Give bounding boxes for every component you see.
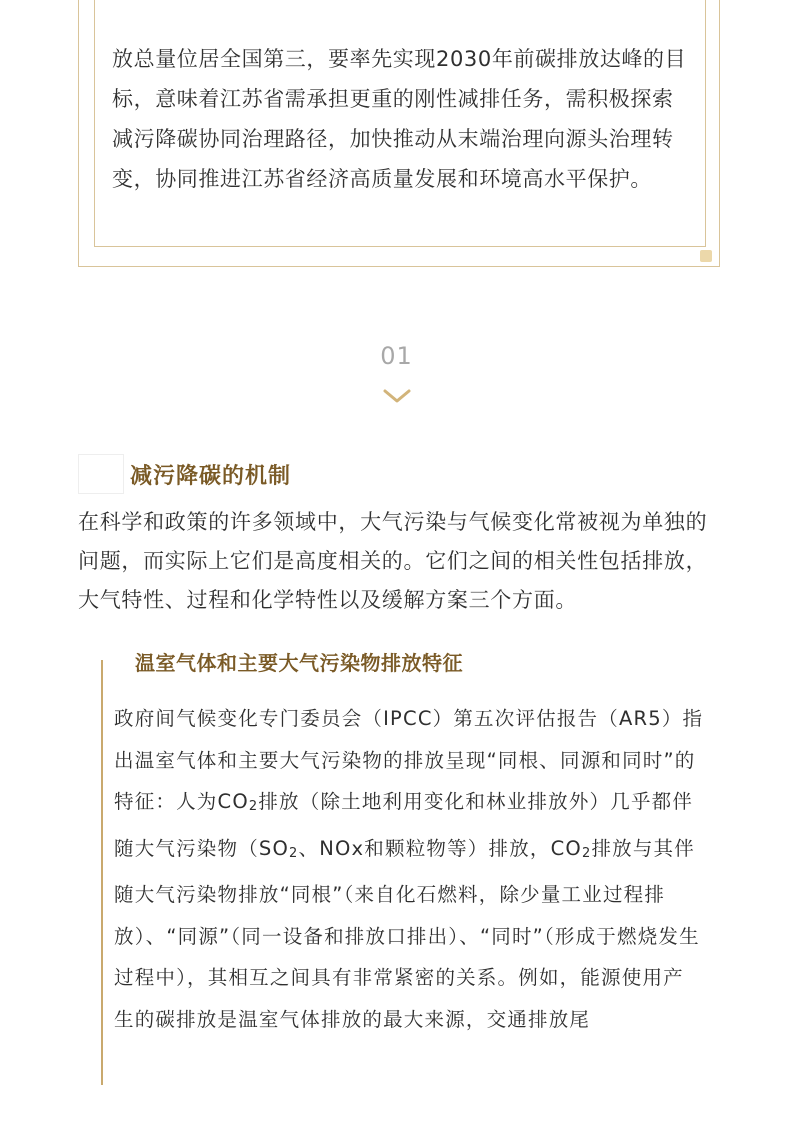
heading-marker-box <box>78 454 124 494</box>
subscript: 2 <box>289 845 299 861</box>
chevron-down-icon <box>383 388 411 404</box>
frame-corner-ornament <box>700 250 712 262</box>
paragraph-part: 政府间气候变化专门委员会（IPCC）第五次评估报告（AR5）指出温室气体和主要大气污染物的排放呈现“同根、同源和同时”的特征：人为CO <box>114 707 704 813</box>
subsection-bar <box>101 660 103 1085</box>
paragraph-part: 、NOx和颗粒物等）排放，CO <box>298 836 582 860</box>
section-number: 01 <box>380 342 413 370</box>
subsection-title: 温室气体和主要大气污染物排放特征 <box>135 651 463 675</box>
framed-box-text: 放总量位居全国第三，要率先实现2030年前碳排放达峰的目标，意味着江苏省需承担更重的刚性减排任务，需积极探索减污降碳协同治理路径，加快推动从末端治理向源头治理转变，协同推进江苏省经济高质量发展和环境高水平保护。 <box>112 47 687 191</box>
paragraph-part: 排放与其伴随大气污染物排放“同根”（来自化石燃料，除少量工业过程排放）、“同源”（同一设备和排放口排出）、“同时”（形成于燃烧发生过程中），其相互之间具有非常紧密的关系。例如，能源使用产生的碳排放是温室气体排放的最大来源，交通排放尾 <box>114 836 700 1031</box>
subscript: 2 <box>248 799 259 814</box>
section-intro: 在科学和政策的许多领域中，大气污染与气候变化常被视为单独的问题，而实际上它们是高度相关的。它们之间的相关性包括排放，大气特性、过程和化学特性以及缓解方案三个方面。 <box>78 510 708 612</box>
paragraph-part: 排放（除土地利用变化和林业排放外）几乎都伴随大气污染物（SO <box>114 790 694 860</box>
subscript: 2 <box>581 845 592 861</box>
subsection-paragraph <box>114 698 704 1040</box>
section-title: 减污降碳的机制 <box>130 464 292 489</box>
